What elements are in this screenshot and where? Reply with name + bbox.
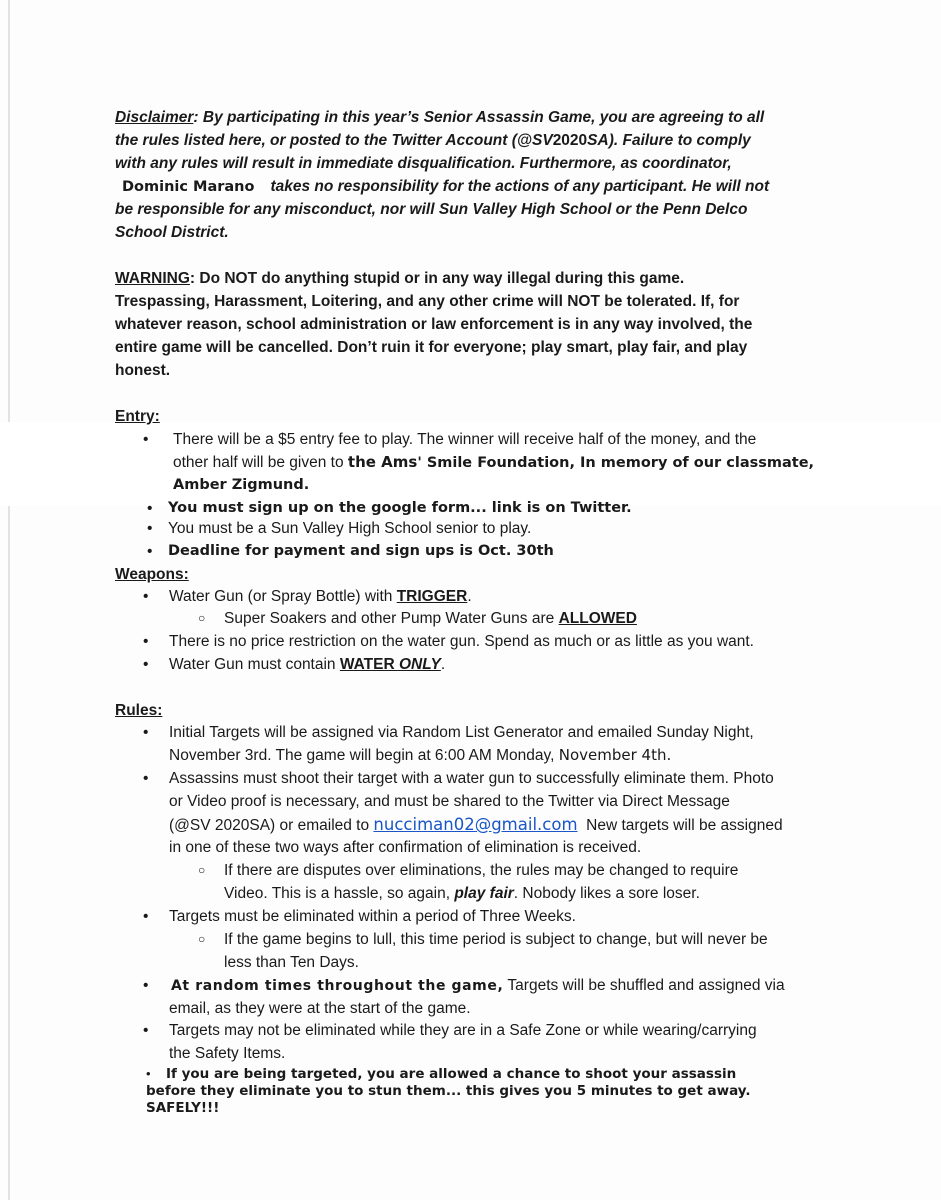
- bullet-icon: •: [143, 431, 149, 448]
- disclaimer-label: Disclaimer: [115, 109, 194, 126]
- rules-item-stun-line-3: SAFELY!!!: [146, 1100, 220, 1116]
- rules-item-stun-line-2: before they eliminate you to stun them... this gives you 5 minutes to get away.: [146, 1083, 751, 1099]
- disclaimer-line-4: Dominic Marano takes no responsibility for the actions of any participant. He will not: [122, 178, 770, 195]
- rules-item-stun-line-1: If you are being targeted, you are allowed a chance to shoot your assassin: [166, 1066, 737, 1082]
- entry-item-signup: You must sign up on the google form... link is on Twitter.: [168, 500, 632, 516]
- entry-item-deadline: Deadline for payment and sign ups is Oct. 30th: [168, 543, 554, 559]
- weapons-subitem-super-soakers: Super Soakers and other Pump Water Guns are ALLOWED: [224, 610, 637, 627]
- disclaimer-line-5: be responsible for any misconduct, nor will Sun Valley High School or the Penn Delco: [115, 201, 748, 218]
- rules-subitem-lull-line-1: If the game begins to lull, this time period is subject to change, but will never be: [224, 931, 768, 948]
- sub-bullet-icon: ○: [198, 611, 206, 625]
- rules-heading: Rules:: [115, 702, 163, 719]
- weapons-item-water-only: Water Gun must contain WATER ONLY.: [169, 656, 446, 673]
- bullet-icon: •: [143, 770, 149, 787]
- rules-subitem-lull-line-2: less than Ten Days.: [224, 954, 359, 971]
- rules-item-assassins-line-2: or Video proof is necessary, and must be shared to the Twitter via Direct Message: [169, 793, 730, 810]
- entry-item-fee-line-3: Amber Zigmund.: [173, 477, 310, 493]
- bullet-icon: •: [143, 977, 149, 994]
- bullet-icon: •: [143, 724, 149, 741]
- warning-line-2: Trespassing, Harassment, Loitering, and any other crime will NOT be tolerated. If, for: [115, 293, 740, 310]
- rules-item-assassins-line-3: (@SV 2020SA) or emailed to nucciman02@gmail.com New targets will be assigned: [169, 815, 783, 834]
- warning-line-3: whatever reason, school administration or law enforcement is in any way involved, the: [115, 316, 753, 333]
- entry-item-senior: You must be a Sun Valley High School senior to play.: [168, 520, 532, 537]
- rules-item-initial-targets-line-1: Initial Targets will be assigned via Random List Generator and emailed Sunday Night,: [169, 724, 754, 741]
- weapons-item-water-gun: Water Gun (or Spray Bottle) with TRIGGER.: [169, 588, 472, 605]
- sub-bullet-icon: ○: [198, 932, 206, 946]
- page-edge-line: [8, 0, 10, 1200]
- bullet-icon: •: [146, 1066, 151, 1081]
- bullet-icon: •: [147, 520, 153, 537]
- bullet-icon: •: [143, 588, 149, 605]
- entry-heading: Entry:: [115, 408, 160, 425]
- rules-item-safe-zone-line-1: Targets may not be eliminated while they are in a Safe Zone or while wearing/carrying: [169, 1022, 757, 1039]
- rules-item-assassins-line-1: Assassins must shoot their target with a water gun to successfully eliminate them. Photo: [169, 770, 774, 787]
- warning-line-5: honest.: [115, 362, 171, 379]
- email-link[interactable]: nucciman02@gmail.com: [373, 815, 578, 834]
- rules-item-initial-targets-line-2: November 3rd. The game will begin at 6:00 AM Monday, November 4th.: [169, 746, 672, 764]
- warning-line-4: entire game will be cancelled. Don’t ruin it for everyone; play smart, play fair, and play: [115, 339, 748, 356]
- disclaimer-line-1: Disclaimer: By participating in this year’s Senior Assassin Game, you are agreeing to all: [115, 109, 765, 126]
- bullet-icon: •: [143, 908, 149, 925]
- rules-subitem-disputes-line-2: Video. This is a hassle, so again, play fair. Nobody likes a sore loser.: [224, 885, 700, 902]
- disclaimer-line-2: the rules listed here, or posted to the Twitter Account (@SV2020SA). Failure to comply: [115, 132, 751, 149]
- bullet-icon: •: [143, 1022, 149, 1039]
- bullet-icon: •: [147, 500, 153, 517]
- bullet-icon: •: [143, 633, 149, 650]
- sub-bullet-icon: ○: [198, 863, 206, 877]
- warning-line-1: WARNING: Do NOT do anything stupid or in any way illegal during this game.: [115, 270, 685, 287]
- rules-item-random-times-line-2: email, as they were at the start of the game.: [169, 1000, 471, 1017]
- warning-label: WARNING: [115, 270, 190, 287]
- rules-item-three-weeks: Targets must be eliminated within a period of Three Weeks.: [169, 908, 576, 925]
- disclaimer-line-3: with any rules will result in immediate disqualification. Furthermore, as coordinator,: [115, 155, 732, 172]
- weapons-item-price: There is no price restriction on the water gun. Spend as much or as little as you want.: [169, 633, 754, 650]
- disclaimer-line-6: School District.: [115, 224, 229, 241]
- rules-item-safe-zone-line-2: the Safety Items.: [169, 1045, 286, 1062]
- rules-item-random-times-line-1: At random times throughout the game, Targets will be shuffled and assigned via: [171, 977, 785, 994]
- bullet-icon: •: [147, 543, 153, 560]
- bullet-icon: •: [143, 656, 149, 673]
- entry-item-fee-line-2: other half will be given to the Ams' Smile Foundation, In memory of our classmate,: [173, 453, 815, 471]
- entry-item-fee-line-1: There will be a $5 entry fee to play. The winner will receive half of the money, and the: [173, 431, 757, 448]
- rules-item-assassins-line-4: in one of these two ways after confirmation of elimination is received.: [169, 839, 642, 856]
- coordinator-name: Dominic Marano: [122, 179, 255, 195]
- rules-subitem-disputes-line-1: If there are disputes over eliminations, the rules may be changed to require: [224, 862, 739, 879]
- weapons-heading: Weapons:: [115, 566, 189, 583]
